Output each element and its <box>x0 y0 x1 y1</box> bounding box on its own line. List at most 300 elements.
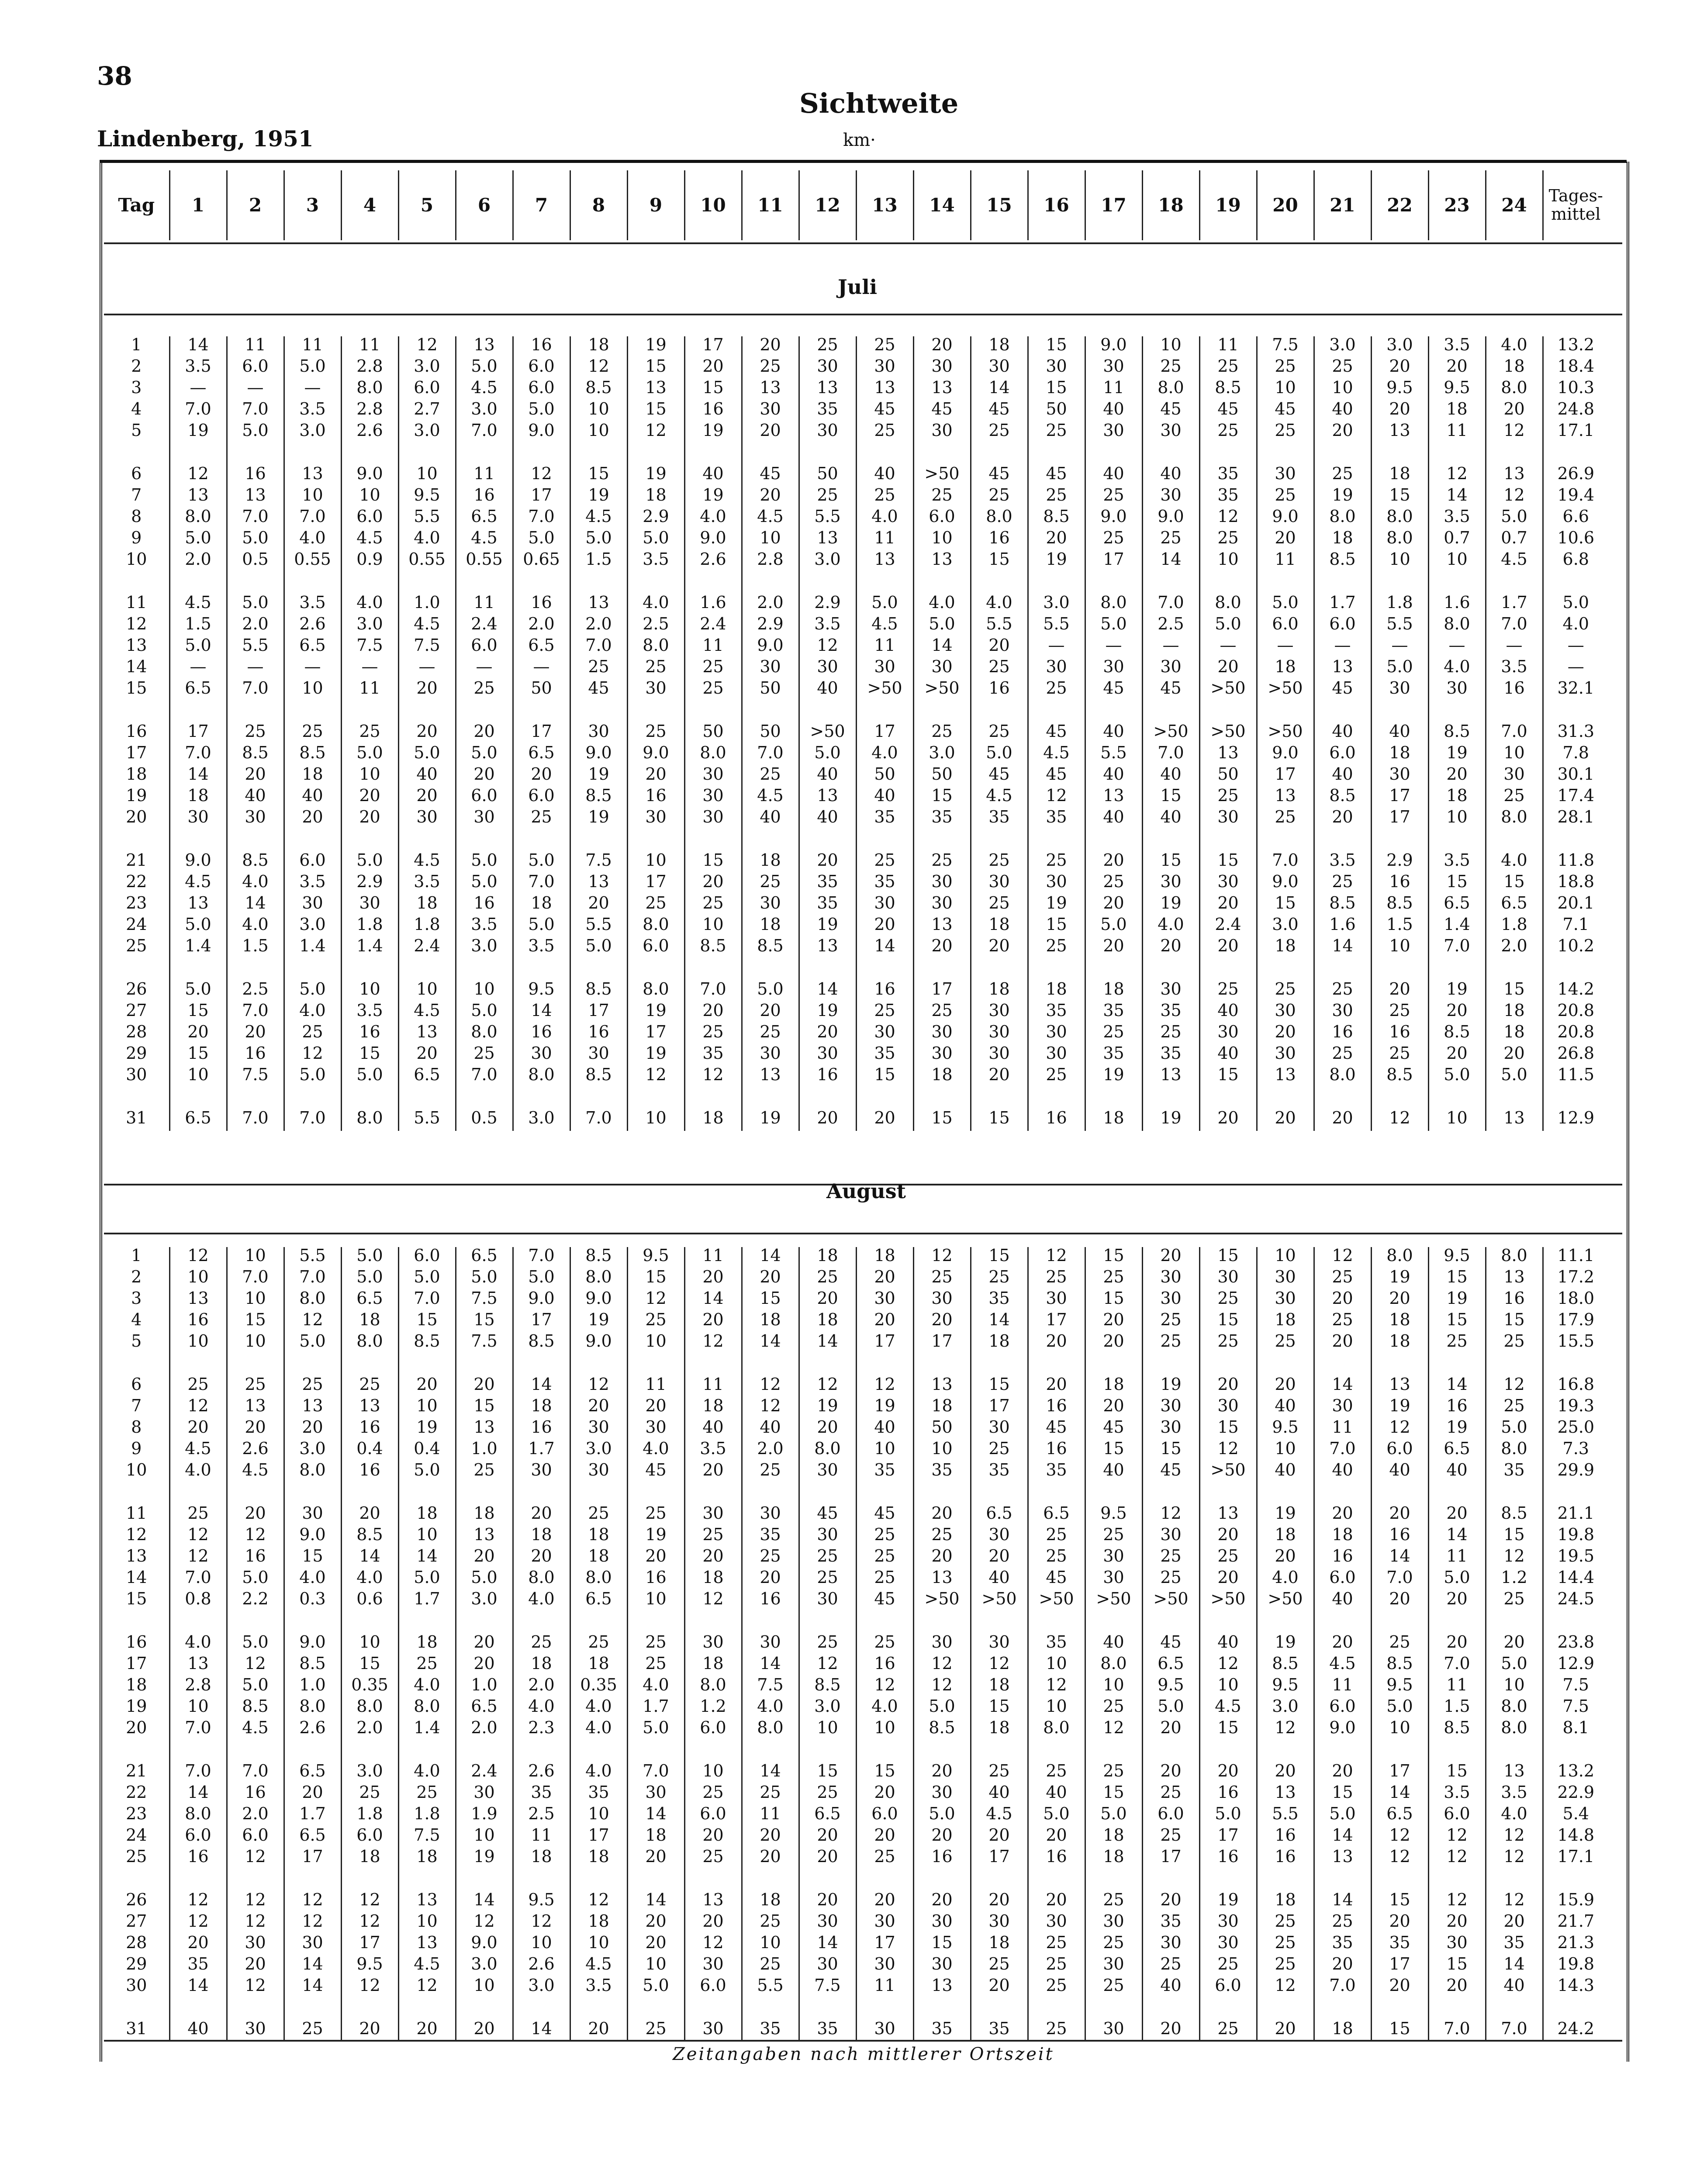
visibility-cell: 5.0 <box>398 1569 456 1590</box>
visibility-cell: 9.0 <box>513 1290 570 1311</box>
visibility-cell: 5.5 <box>971 615 1028 637</box>
visibility-cell: 5.0 <box>1371 1698 1428 1719</box>
visibility-cell: 45 <box>856 1505 913 1526</box>
visibility-cell: 15 <box>284 1548 341 1569</box>
visibility-cell: 10 <box>398 981 456 1002</box>
visibility-cell: 1.6 <box>1314 916 1371 937</box>
header-hour-9: 9 <box>627 170 684 240</box>
visibility-cell: 2.4 <box>684 615 742 637</box>
visibility-cell: 18 <box>570 1548 627 1569</box>
visibility-cell: 25 <box>742 1913 799 1934</box>
visibility-cell: 13 <box>1257 1066 1314 1088</box>
visibility-cell: 16 <box>513 1419 570 1440</box>
visibility-cell: 18 <box>1085 1848 1142 1870</box>
visibility-cell: 45 <box>1199 401 1257 422</box>
visibility-cell: 45 <box>742 465 799 487</box>
visibility-cell: 25 <box>1199 1333 1257 1354</box>
visibility-cell: 25 <box>570 1634 627 1655</box>
visibility-cell: 7.0 <box>1486 723 1543 744</box>
visibility-cell: 19 <box>1428 1419 1486 1440</box>
visibility-cell: 11 <box>742 1805 799 1827</box>
visibility-cell: 13 <box>398 1934 456 1956</box>
visibility-cell: 8.0 <box>169 508 227 529</box>
visibility-cell: 30 <box>971 1913 1028 1934</box>
visibility-cell: 9.5 <box>1257 1676 1314 1698</box>
visibility-cell: 9.5 <box>1371 1676 1428 1698</box>
day-number: 30 <box>126 1976 147 1995</box>
visibility-cell: 8.0 <box>1028 1719 1085 1741</box>
visibility-cell: 18 <box>513 1848 570 1870</box>
daily-mean-cell: 7.8 <box>1543 744 1608 766</box>
visibility-cell: 8.0 <box>1085 594 1142 615</box>
visibility-cell: 30 <box>1199 1397 1257 1419</box>
visibility-cell: 18 <box>913 1397 971 1419</box>
visibility-cell: 40 <box>398 766 456 787</box>
header-daily-mean: Tages- mittel <box>1543 170 1608 240</box>
visibility-cell: — <box>284 379 341 401</box>
visibility-cell: 20 <box>1142 1719 1199 1741</box>
visibility-cell: 20 <box>169 1934 227 1956</box>
visibility-cell: 6.0 <box>227 1827 284 1848</box>
visibility-cell: 6.5 <box>1428 895 1486 916</box>
daily-mean-cell: 18.8 <box>1543 873 1608 895</box>
visibility-cell: 40 <box>856 1419 913 1440</box>
visibility-cell: 4.0 <box>513 1698 570 1719</box>
visibility-cell: 5.0 <box>398 1462 456 1483</box>
table-row <box>104 1956 1608 1977</box>
visibility-cell: 6.5 <box>1486 895 1543 916</box>
visibility-cell: 18 <box>1085 1827 1142 1848</box>
table-row <box>104 1977 1608 1998</box>
visibility-cell: 16 <box>169 1311 227 1333</box>
visibility-cell: 25 <box>1028 680 1085 701</box>
visibility-cell: 30 <box>1085 2020 1142 2042</box>
visibility-cell: 2.0 <box>513 1676 570 1698</box>
visibility-cell: 8.5 <box>570 981 627 1002</box>
visibility-cell: 18 <box>341 1311 398 1333</box>
visibility-cell: 35 <box>856 1462 913 1483</box>
visibility-cell: 15 <box>1314 1784 1371 1805</box>
visibility-cell: 20 <box>913 1762 971 1784</box>
visibility-cell: 7.5 <box>1257 336 1314 358</box>
daily-mean-cell: 14.2 <box>1543 981 1608 1002</box>
visibility-cell: 25 <box>284 723 341 744</box>
visibility-cell: 12 <box>227 1526 284 1548</box>
visibility-cell: 2.7 <box>398 401 456 422</box>
visibility-cell: 2.6 <box>284 1719 341 1741</box>
visibility-cell: 25 <box>1486 1333 1543 1354</box>
visibility-cell: 10 <box>1314 379 1371 401</box>
visibility-cell: 3.0 <box>398 358 456 379</box>
visibility-cell: 4.5 <box>971 787 1028 809</box>
visibility-cell: 15 <box>971 551 1028 572</box>
visibility-cell: 45 <box>1028 465 1085 487</box>
visibility-cell: 8.0 <box>1486 1698 1543 1719</box>
visibility-cell: 12 <box>341 1891 398 1913</box>
visibility-cell: 35 <box>1028 809 1085 830</box>
day-number: 8 <box>131 1417 142 1437</box>
visibility-cell: 8.5 <box>1314 787 1371 809</box>
visibility-cell: 18 <box>1314 2020 1371 2042</box>
visibility-cell: 40 <box>1257 1462 1314 1483</box>
visibility-cell: 14 <box>456 1891 513 1913</box>
visibility-cell: 13 <box>913 1977 971 1998</box>
visibility-cell: 18 <box>570 1848 627 1870</box>
visibility-cell: 30 <box>1371 680 1428 701</box>
visibility-cell: 20 <box>284 1784 341 1805</box>
visibility-cell: 40 <box>1085 766 1142 787</box>
visibility-cell: 25 <box>971 422 1028 443</box>
visibility-cell: 12 <box>742 1397 799 1419</box>
visibility-cell: 5.0 <box>456 744 513 766</box>
visibility-cell: 13 <box>742 379 799 401</box>
visibility-cell: 5.0 <box>398 744 456 766</box>
visibility-cell: 18 <box>1371 1333 1428 1354</box>
visibility-cell: 5.0 <box>227 1676 284 1698</box>
visibility-cell: 25 <box>1085 1698 1142 1719</box>
visibility-cell: 25 <box>1028 1977 1085 1998</box>
visibility-cell: 3.0 <box>284 422 341 443</box>
visibility-cell: 25 <box>627 895 684 916</box>
header-hour-2: 2 <box>227 170 284 240</box>
visibility-cell: 4.0 <box>398 1762 456 1784</box>
visibility-cell: 0.35 <box>570 1676 627 1698</box>
visibility-cell: 16 <box>341 1462 398 1483</box>
visibility-cell: 5.0 <box>169 637 227 658</box>
visibility-cell: 8.5 <box>398 1333 456 1354</box>
visibility-cell: >50 <box>1257 680 1314 701</box>
visibility-cell: 25 <box>1257 422 1314 443</box>
visibility-cell: 14 <box>742 1247 799 1268</box>
visibility-cell: 4.0 <box>1257 1569 1314 1590</box>
visibility-cell: 20 <box>1199 937 1257 959</box>
visibility-cell: 20 <box>1371 1505 1428 1526</box>
visibility-cell: 13 <box>456 1419 513 1440</box>
table-row <box>104 658 1608 680</box>
visibility-cell: 7.0 <box>1314 1440 1371 1462</box>
daily-mean-cell: 18.0 <box>1543 1290 1608 1311</box>
visibility-cell: 10 <box>627 1109 684 1131</box>
visibility-cell: 17 <box>1199 1827 1257 1848</box>
visibility-cell: 8.5 <box>227 744 284 766</box>
visibility-cell: 19 <box>169 422 227 443</box>
visibility-cell: 16 <box>971 680 1028 701</box>
visibility-cell: 14 <box>1371 1784 1428 1805</box>
visibility-cell: 18 <box>513 1655 570 1676</box>
visibility-cell: 20 <box>971 637 1028 658</box>
visibility-cell: 13 <box>456 336 513 358</box>
visibility-cell: — <box>1257 637 1314 658</box>
visibility-cell: 4.5 <box>570 1956 627 1977</box>
visibility-cell: 1.9 <box>456 1805 513 1827</box>
day-number: 2 <box>131 1267 142 1286</box>
visibility-cell: — <box>1314 637 1371 658</box>
visibility-cell: 14 <box>627 1891 684 1913</box>
day-number: 29 <box>126 1954 147 1973</box>
visibility-cell: 25 <box>1199 1956 1257 1977</box>
visibility-cell: 30 <box>913 358 971 379</box>
visibility-cell: 20 <box>227 766 284 787</box>
visibility-cell: 20 <box>742 1268 799 1290</box>
visibility-cell: 18 <box>1028 981 1085 1002</box>
visibility-cell: 25 <box>684 895 742 916</box>
visibility-cell: 16 <box>513 336 570 358</box>
visibility-cell: 7.0 <box>1371 1569 1428 1590</box>
visibility-cell: 17 <box>1371 787 1428 809</box>
table-row <box>104 1762 1608 1784</box>
daily-mean-cell: 10.3 <box>1543 379 1608 401</box>
visibility-cell: 25 <box>684 1526 742 1548</box>
visibility-cell: 7.0 <box>627 1762 684 1784</box>
visibility-cell: 16 <box>1371 1023 1428 1045</box>
visibility-cell: 20 <box>742 1848 799 1870</box>
day-number: 23 <box>126 1804 147 1823</box>
visibility-cell: 13 <box>1257 1784 1314 1805</box>
visibility-cell: 7.0 <box>227 1268 284 1290</box>
visibility-cell: 20 <box>856 1827 913 1848</box>
visibility-cell: 0.3 <box>284 1590 341 1612</box>
visibility-cell: 10 <box>1199 551 1257 572</box>
visibility-cell: 5.0 <box>227 1634 284 1655</box>
visibility-cell: 5.0 <box>341 852 398 873</box>
visibility-cell: 18 <box>627 487 684 508</box>
visibility-cell: 10 <box>169 1066 227 1088</box>
visibility-cell: 18 <box>1486 1002 1543 1023</box>
visibility-cell: 14 <box>1142 551 1199 572</box>
visibility-cell: 3.0 <box>456 937 513 959</box>
visibility-cell: 4.0 <box>1428 658 1486 680</box>
visibility-cell: 20 <box>684 1002 742 1023</box>
visibility-cell: 35 <box>1028 1634 1085 1655</box>
visibility-cell: 18 <box>1486 358 1543 379</box>
visibility-cell: 12 <box>1199 1440 1257 1462</box>
visibility-cell: 5.0 <box>627 1719 684 1741</box>
visibility-cell: 20 <box>742 336 799 358</box>
visibility-cell: 4.0 <box>169 1462 227 1483</box>
visibility-cell: 13 <box>398 1023 456 1045</box>
day-number: 5 <box>131 1331 142 1351</box>
visibility-cell: 18 <box>799 1311 856 1333</box>
daily-mean-cell: 29.9 <box>1543 1462 1608 1483</box>
visibility-cell: 18 <box>1257 937 1314 959</box>
visibility-cell: 20 <box>1314 1634 1371 1655</box>
visibility-cell: 16 <box>1314 1548 1371 1569</box>
visibility-cell: 11 <box>1428 1548 1486 1569</box>
visibility-cell: 2.0 <box>341 1719 398 1741</box>
table-row <box>104 379 1608 401</box>
visibility-cell: 3.5 <box>1314 852 1371 873</box>
station-year: Lindenberg, 1951 <box>97 126 314 152</box>
visibility-cell: 18 <box>684 1109 742 1131</box>
visibility-cell: 8.0 <box>570 1569 627 1590</box>
visibility-cell: 20 <box>684 1913 742 1934</box>
visibility-cell: 7.0 <box>513 508 570 529</box>
visibility-cell: 30 <box>742 401 799 422</box>
visibility-cell: 20 <box>742 1569 799 1590</box>
visibility-cell: 13 <box>570 594 627 615</box>
visibility-cell: 25 <box>856 1002 913 1023</box>
day-number: 24 <box>126 915 147 934</box>
visibility-cell: 15 <box>1085 1247 1142 1268</box>
visibility-cell: 20 <box>856 1268 913 1290</box>
header-hour-1: 1 <box>169 170 227 240</box>
visibility-cell: 20 <box>398 680 456 701</box>
visibility-cell: 5.0 <box>1085 916 1142 937</box>
visibility-cell: 25 <box>1486 1590 1543 1612</box>
month-table-juli <box>104 336 1608 1131</box>
visibility-cell: 4.5 <box>456 379 513 401</box>
visibility-cell: 35 <box>570 1784 627 1805</box>
visibility-cell: — <box>284 658 341 680</box>
visibility-cell: 40 <box>1028 1784 1085 1805</box>
visibility-cell: 18 <box>971 1676 1028 1698</box>
visibility-cell: 25 <box>398 1655 456 1676</box>
day-number: 12 <box>126 614 147 633</box>
visibility-cell: 30 <box>1199 1023 1257 1045</box>
visibility-cell: 14 <box>513 2020 570 2042</box>
visibility-cell: 45 <box>913 401 971 422</box>
visibility-cell: 6.5 <box>971 1505 1028 1526</box>
visibility-cell: 12 <box>341 1913 398 1934</box>
daily-mean-cell: 24.2 <box>1543 2020 1608 2042</box>
visibility-cell: 6.0 <box>1314 615 1371 637</box>
visibility-cell: — <box>169 658 227 680</box>
visibility-cell: 10 <box>169 1698 227 1719</box>
visibility-cell: 11 <box>684 637 742 658</box>
visibility-cell: 14 <box>971 379 1028 401</box>
visibility-cell: 30 <box>684 809 742 830</box>
visibility-cell: 3.0 <box>284 1440 341 1462</box>
visibility-cell: 25 <box>1028 1934 1085 1956</box>
day-number: 24 <box>126 1825 147 1845</box>
visibility-cell: 25 <box>169 1505 227 1526</box>
visibility-cell: 25 <box>971 1762 1028 1784</box>
visibility-cell: 11 <box>1257 551 1314 572</box>
day-number: 31 <box>126 2019 147 2038</box>
day-number: 25 <box>126 936 147 955</box>
visibility-cell: 1.0 <box>456 1440 513 1462</box>
visibility-cell: 14 <box>742 1333 799 1354</box>
visibility-cell: 25 <box>1314 873 1371 895</box>
visibility-cell: 9.0 <box>456 1934 513 1956</box>
visibility-cell: 25 <box>1257 358 1314 379</box>
visibility-cell: 30 <box>856 1913 913 1934</box>
visibility-cell: 19 <box>799 1397 856 1419</box>
visibility-cell: 20 <box>684 1548 742 1569</box>
visibility-cell: 16 <box>513 594 570 615</box>
visibility-cell: 15 <box>856 1762 913 1784</box>
visibility-cell: 30 <box>971 358 1028 379</box>
visibility-cell: 8.5 <box>570 787 627 809</box>
visibility-cell: 7.0 <box>513 873 570 895</box>
visibility-cell: 19 <box>1028 895 1085 916</box>
visibility-cell: 10 <box>227 1333 284 1354</box>
visibility-cell: 2.9 <box>742 615 799 637</box>
visibility-cell: 2.4 <box>398 937 456 959</box>
visibility-cell: 20 <box>1486 1913 1543 1934</box>
visibility-cell: 6.5 <box>1371 1805 1428 1827</box>
visibility-cell: 14 <box>684 1290 742 1311</box>
visibility-cell: 10 <box>456 1977 513 1998</box>
day-number: 15 <box>126 1589 147 1608</box>
month-rule-august <box>104 1233 1622 1234</box>
daily-mean-cell: 26.8 <box>1543 1045 1608 1066</box>
visibility-cell: 35 <box>1314 1934 1371 1956</box>
visibility-cell: 20 <box>1028 529 1085 551</box>
visibility-cell: 10 <box>1486 744 1543 766</box>
visibility-cell: 6.5 <box>284 1762 341 1784</box>
visibility-cell: 20 <box>341 1505 398 1526</box>
visibility-cell: 13 <box>169 895 227 916</box>
visibility-cell: 4.0 <box>1486 852 1543 873</box>
visibility-cell: 20 <box>971 1977 1028 1998</box>
visibility-cell: 40 <box>742 1419 799 1440</box>
visibility-cell: 18 <box>456 1505 513 1526</box>
day-number: 19 <box>126 1697 147 1716</box>
visibility-cell: 25 <box>1199 787 1257 809</box>
visibility-cell: 7.5 <box>456 1333 513 1354</box>
visibility-cell: 10 <box>1371 1719 1428 1741</box>
visibility-cell: 20 <box>1428 766 1486 787</box>
visibility-cell: 15 <box>1428 1956 1486 1977</box>
visibility-cell: 9.5 <box>1257 1419 1314 1440</box>
visibility-cell: 20 <box>1428 1505 1486 1526</box>
visibility-cell: 20 <box>627 1548 684 1569</box>
visibility-cell: 2.8 <box>341 401 398 422</box>
visibility-cell: 9.0 <box>284 1634 341 1655</box>
visibility-cell: 25 <box>913 1002 971 1023</box>
visibility-cell: 5.0 <box>971 744 1028 766</box>
day-number: 18 <box>126 1675 147 1694</box>
visibility-cell: 3.5 <box>284 873 341 895</box>
visibility-cell: 30 <box>456 1784 513 1805</box>
visibility-cell: 18 <box>570 1913 627 1934</box>
visibility-cell: 20 <box>341 787 398 809</box>
visibility-cell: 13 <box>1199 744 1257 766</box>
visibility-cell: 20 <box>856 1311 913 1333</box>
visibility-cell: 12 <box>1257 1977 1314 1998</box>
visibility-cell: 20 <box>627 1848 684 1870</box>
visibility-cell: 25 <box>1142 1784 1199 1805</box>
visibility-cell: 18 <box>1085 981 1142 1002</box>
visibility-cell: 9.5 <box>1142 1676 1199 1698</box>
visibility-cell: 20 <box>456 766 513 787</box>
visibility-cell: 2.6 <box>227 1440 284 1462</box>
visibility-cell: 20 <box>1085 1311 1142 1333</box>
visibility-cell: 16 <box>1199 1784 1257 1805</box>
visibility-cell: — <box>398 658 456 680</box>
visibility-cell: 40 <box>856 787 913 809</box>
visibility-cell: 30 <box>1028 658 1085 680</box>
visibility-cell: 7.0 <box>227 680 284 701</box>
visibility-cell: 3.0 <box>1314 336 1371 358</box>
visibility-cell: 20 <box>1428 1634 1486 1655</box>
header-hour-20: 20 <box>1257 170 1314 240</box>
visibility-cell: 8.5 <box>570 1066 627 1088</box>
visibility-cell: 2.5 <box>227 981 284 1002</box>
visibility-cell: 14 <box>169 336 227 358</box>
visibility-cell: 40 <box>799 809 856 830</box>
visibility-cell: 16 <box>227 465 284 487</box>
visibility-cell: 6.5 <box>1428 1440 1486 1462</box>
visibility-cell: 16 <box>799 1066 856 1088</box>
table-row <box>104 1548 1608 1569</box>
visibility-cell: 1.5 <box>227 937 284 959</box>
daily-mean-cell: 7.3 <box>1543 1440 1608 1462</box>
visibility-cell: 4.0 <box>627 594 684 615</box>
month-table-august <box>104 1247 1608 2042</box>
visibility-cell: 19 <box>1142 1376 1199 1397</box>
